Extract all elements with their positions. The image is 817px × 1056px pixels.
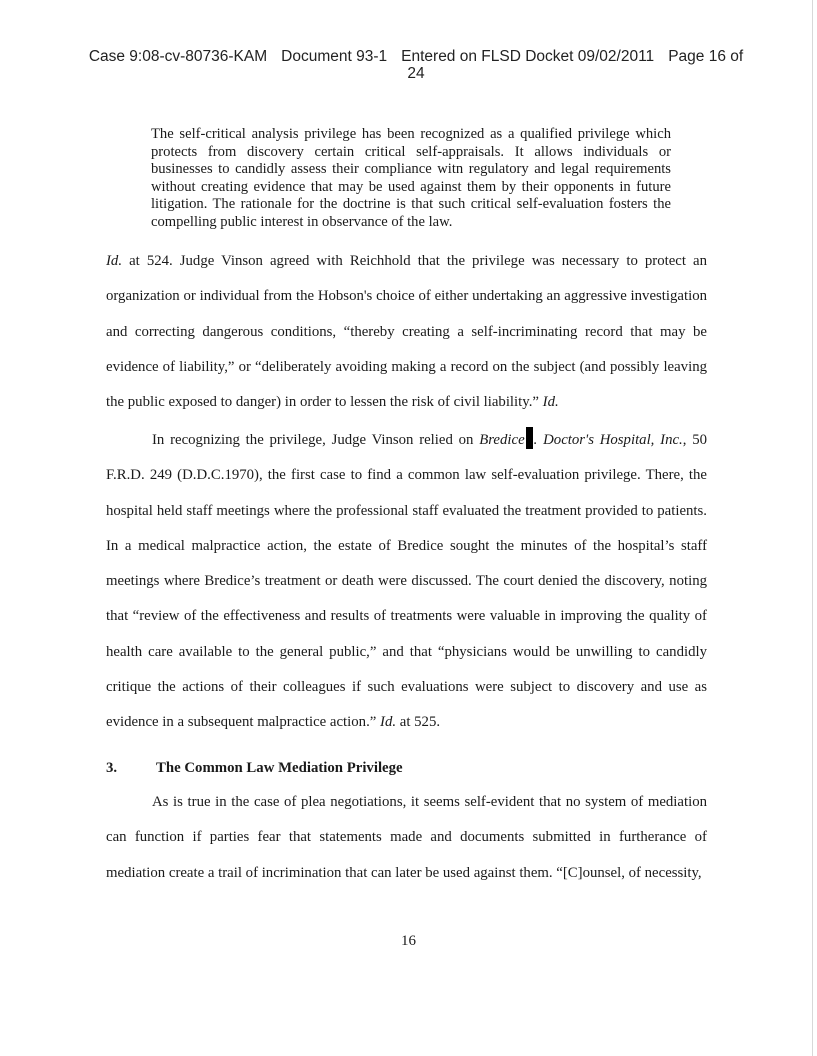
section-number: 3.: [106, 760, 118, 776]
page-of: Page 16 of: [668, 48, 744, 65]
section-title: The Common Law Mediation Privilege: [156, 760, 403, 776]
paragraph-1-text: at 524. Judge Vinson agreed with Reichhold that the privilege was necessary to protect an organization or individual from the Hobson's choice of either undertaking an aggressive investigation and correcting dangerous conditions, “thereby creating a self-incriminating record that may be evidence of liability,” or “deliberately avoiding making a record on the subject (and possibly leaving the public exposed to danger) in order to lessen the risk of civil liability.”: [106, 253, 707, 411]
paragraph-1: [106, 244, 707, 420]
citation-id: Id.: [542, 394, 559, 411]
block-quote: The self-critical analysis privilege has been recognized as a qualified privilege which protects from discovery certain critical self-appraisals. It allows individuals or businesses to candidly assess their compliance witn regulatory and legal requirements without creating evidence that may be used against them by their opponents in future litigation. The rationale for the doctrine is that such critical self-evaluation fosters the compelling public interest in observance of the law.: [151, 126, 671, 230]
case-number: Case 9:08-cv-80736-KAM: [88, 48, 268, 65]
page-number: 16: [401, 933, 416, 949]
docket-entry: Entered on FLSD Docket 09/02/2011: [401, 48, 655, 65]
case-name-part-1: Bredice: [479, 432, 525, 448]
scan-edge: [812, 0, 813, 1056]
citation-id: Id.: [380, 714, 397, 731]
document-number: Document 93-1: [281, 48, 388, 65]
page-total: 24: [407, 65, 425, 82]
paragraph-3: As is true in the case of plea negotiations, it seems self-evident that no system of mediation can function if parties fear that statements made and documents submitted in furtherance of mediation create a trail of incrimination that can later be used against them. “[C]ounsel, of necessity,: [106, 794, 707, 881]
paragraph-2: [106, 423, 707, 741]
paragraph-2-intro: In recognizing the privilege, Judge Vinson relied on: [152, 432, 480, 448]
paragraph-2-text: , 50 F.R.D. 249 (D.D.C.1970), the first case to find a common law self-evaluation privilege. There, the hospital held staff meetings where the professional staff evaluated the treatment provided to patients. In a medical malpractice action, the estate of Bredice sought the minutes of the hospital’s staff meetings where Bredice’s treatment or death were discussed. The court denied the discovery, noting that “review of the effectiveness and results of treatments were valuable in improving the quality of health care available to the general public,” and that “physicians would be unwilling to candidly critique the actions of their colleagues if such evaluations were subject to discovery and use as evidence in a subsequent malpractice action.”: [106, 432, 707, 731]
case-name-part-2: . Doctor's Hospital, Inc.: [533, 432, 683, 448]
citation-id: Id.: [106, 253, 123, 269]
redaction-mark: [526, 427, 533, 449]
section-heading: [106, 760, 706, 777]
paragraph-2-pin: at 525.: [396, 714, 441, 731]
docket-header: [66, 48, 766, 82]
